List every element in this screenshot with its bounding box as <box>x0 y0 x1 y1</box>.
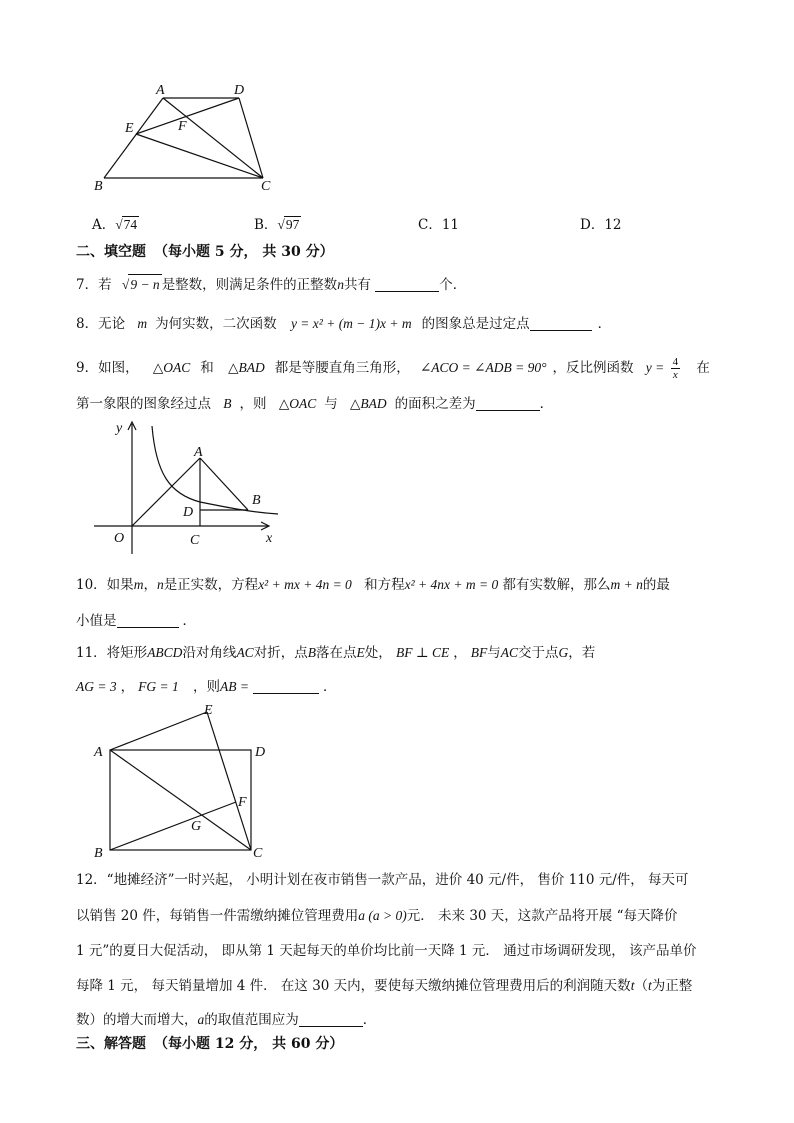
q11-answer-blank[interactable] <box>253 679 319 694</box>
q9-point-b: B <box>223 396 232 411</box>
q12-line5-var: a <box>197 1012 205 1027</box>
choice-a-radicand: 74 <box>123 217 138 232</box>
question-10-line-1 <box>76 575 670 595</box>
q8-t2: 的图象总是过定点 <box>421 316 530 332</box>
question-12-line-1: 12．“地摊经济”一时兴起， 小明计划在夜市销售一款产品，进价 40 元/件， 售价 110 元/件， 每天可 <box>76 872 689 888</box>
section-3-note: （每小题 12 分， 共 60 分） <box>154 1036 344 1052</box>
label-f: F <box>238 795 247 810</box>
label-a: A <box>194 445 203 460</box>
q8-num: 8．无论 <box>76 316 126 332</box>
q7-var: n <box>337 277 344 292</box>
q9-end: ． <box>539 396 554 412</box>
q9-and: 和 <box>200 360 214 376</box>
label-d: D <box>234 83 245 98</box>
section-3-header <box>76 1034 343 1054</box>
label-a: A <box>156 83 165 98</box>
q10-answer-blank[interactable] <box>117 613 179 628</box>
q11-t4: 处， <box>364 645 392 661</box>
label-c: C <box>261 179 271 194</box>
q11-t1: 沿对角线 <box>182 645 237 661</box>
q12-line2-a: 以销售 20 件，每销售一件需缴纳摊位管理费用 <box>76 908 359 924</box>
q12-line5-a: 数）的增大而增大， <box>76 1012 198 1028</box>
q10-n: n <box>156 577 164 592</box>
q11-rect: ABCD <box>147 645 183 660</box>
q11-t6: 与 <box>487 645 501 661</box>
q9-fraction <box>671 356 681 381</box>
q11-num: 11．将矩形 <box>76 645 148 661</box>
q10-t1: 是正实数，方程 <box>163 577 259 593</box>
question-7: 7．若 √9 − n 是整数，则满足条件的正整数n共有 个． <box>76 274 466 295</box>
q12-line2-b: 元． 未来 30 天，这款产品将开展 “每天降价 <box>406 908 678 924</box>
q10-t2: 和方程 <box>364 577 405 593</box>
q12-answer-blank[interactable] <box>299 1012 363 1027</box>
q11-t3: 落在点 <box>315 645 357 661</box>
label-e: E <box>125 121 134 136</box>
q11-ag: AG = 3 <box>76 679 117 694</box>
q10-m: m <box>133 577 144 592</box>
q7-tail: 共有 <box>343 277 371 293</box>
q9-answer-blank[interactable] <box>476 396 540 411</box>
question-11-line-1 <box>76 643 595 663</box>
choice-a-label: A． <box>92 217 116 233</box>
q11-bf: BF <box>470 645 488 660</box>
q9-t2: ，反比例函数 <box>552 360 634 376</box>
q9-t1: 都是等腰直角三角形， <box>274 360 410 376</box>
q7-num: 7．若 <box>76 277 112 293</box>
q12-line4-b: （ <box>634 978 648 994</box>
q7-answer-blank[interactable] <box>375 277 439 292</box>
label-d: D <box>183 505 194 520</box>
q11-perp: BF ⊥ CE <box>396 645 450 660</box>
label-y: y <box>116 421 123 436</box>
section-2-header <box>76 242 334 262</box>
q8-formula: y = x² + (m − 1)x + m <box>290 316 412 331</box>
q11-point-g: G <box>558 645 569 660</box>
section-2-note: （每小题 5 分， 共 30 分） <box>154 244 334 260</box>
q11-t5: ， <box>453 645 467 661</box>
q9-tri1: △OAC <box>152 360 191 375</box>
q9-tri2-again: △BAD <box>350 396 387 411</box>
q10-sum: m + n <box>610 577 643 592</box>
q9-tri2: △BAD <box>228 360 265 375</box>
q11-t8: ，若 <box>568 645 596 661</box>
label-o: O <box>114 531 125 546</box>
q7-radicand: 9 − n <box>128 274 161 295</box>
q11-t7: 交于点 <box>517 645 559 661</box>
label-g: G <box>191 819 202 834</box>
choice-d[interactable]: D．12 <box>580 217 622 233</box>
choice-b-radicand: 97 <box>285 217 300 232</box>
question-12-line-2 <box>76 906 678 926</box>
question-9-line-1 <box>76 356 710 381</box>
q10-num: 10．如果 <box>76 577 134 593</box>
section-3-title: 三、解答题 <box>76 1036 146 1052</box>
q7-end: 个． <box>439 277 467 293</box>
label-b: B <box>252 493 261 508</box>
q9-line2-c: 与 <box>324 396 338 412</box>
q8-t1: 为何实数，二次函数 <box>155 316 277 332</box>
figure-q11-rectangle <box>88 700 288 866</box>
section-2-title: 二、填空题 <box>76 244 146 260</box>
q10-line2: 小值是 <box>76 613 117 629</box>
choice-a[interactable]: A．√74 <box>92 217 138 233</box>
q10-end: ． <box>182 613 196 629</box>
label-b: B <box>94 846 103 861</box>
q11-ac: AC <box>500 645 518 660</box>
q11-t2: 对折，点 <box>253 645 308 661</box>
q10-t3: 都有实数解，那么 <box>502 577 611 593</box>
q12-line4-a: 每降 1 元， 每天销量增加 4 件． 在这 30 天内，要使每天缴纳摊位管理费用后的利润随天数 <box>76 978 631 994</box>
q12-line4-t: t <box>630 978 635 993</box>
q9-t3: 在 <box>696 360 710 376</box>
question-8 <box>76 314 611 334</box>
q10-eq2: x² + 4nx + m = 0 <box>404 577 499 592</box>
q11-point-e: E <box>356 645 365 660</box>
label-a: A <box>94 745 103 760</box>
question-11-line-2 <box>76 677 337 697</box>
q8-end: ． <box>597 316 612 332</box>
q12-line2-var: a (a > 0) <box>358 908 407 923</box>
q7-text: 是整数，则满足条件的正整数 <box>161 277 338 293</box>
question-12-line-5 <box>76 1010 376 1030</box>
q11-ab: AB = <box>220 679 249 694</box>
q12-line4-c: 为正整 <box>651 978 693 994</box>
q11-fg: FG = 1 <box>138 679 179 694</box>
q10-eq1: x² + mx + 4n = 0 <box>258 577 352 592</box>
question-9-line-2 <box>76 394 553 414</box>
q10-t4: 的最 <box>642 577 670 593</box>
figure-q9-coordinate <box>90 414 290 554</box>
choice-c[interactable]: C．11 <box>418 217 460 233</box>
q12-end: ． <box>362 1012 377 1028</box>
label-x: x <box>266 531 273 546</box>
q10-comma: ， <box>143 577 157 593</box>
q12-line4-t2: t <box>647 978 652 993</box>
label-d: D <box>255 745 266 760</box>
q12-line5-b: 的取值范围应为 <box>204 1012 299 1028</box>
q9-y-eq: y = <box>645 360 665 375</box>
choice-b[interactable]: B．√97 <box>254 217 300 233</box>
q11-point-b: B <box>307 645 316 660</box>
q9-frac-num: 4 <box>672 356 679 368</box>
label-c: C <box>253 846 263 861</box>
q9-num: 9．如图， <box>76 360 139 376</box>
q9-tri1-again: △OAC <box>278 396 317 411</box>
q11-end: ． <box>323 679 337 695</box>
q8-answer-blank[interactable] <box>530 316 592 331</box>
q9-frac-den: x <box>672 369 678 381</box>
q11-sep: ， <box>120 679 135 695</box>
q9-angle: ∠ACO = ∠ADB = 90° <box>420 360 547 375</box>
figure-q6-trapezoid <box>86 78 286 196</box>
question-12-line-4 <box>76 976 692 996</box>
choice-b-label: B． <box>254 217 278 233</box>
label-e: E <box>204 703 213 718</box>
q8-var: m <box>137 316 148 331</box>
q9-line2-d: 的面积之差为 <box>394 396 476 412</box>
label-c: C <box>190 533 200 548</box>
label-f: F <box>178 119 187 134</box>
question-12-line-3: 1 元”的夏日大促活动， 即从第 1 天起每天的单价均比前一天降 1 元． 通过市场调研发现， 该产品单价 <box>76 943 697 959</box>
label-b: B <box>94 179 103 194</box>
question-10-line-2 <box>76 611 196 631</box>
q11-diag: AC <box>236 645 254 660</box>
q9-line2-a: 第一象限的图象经过点 <box>76 396 211 412</box>
q11-t9: ，则 <box>193 679 221 695</box>
q9-line2-b: ，则 <box>239 396 267 412</box>
